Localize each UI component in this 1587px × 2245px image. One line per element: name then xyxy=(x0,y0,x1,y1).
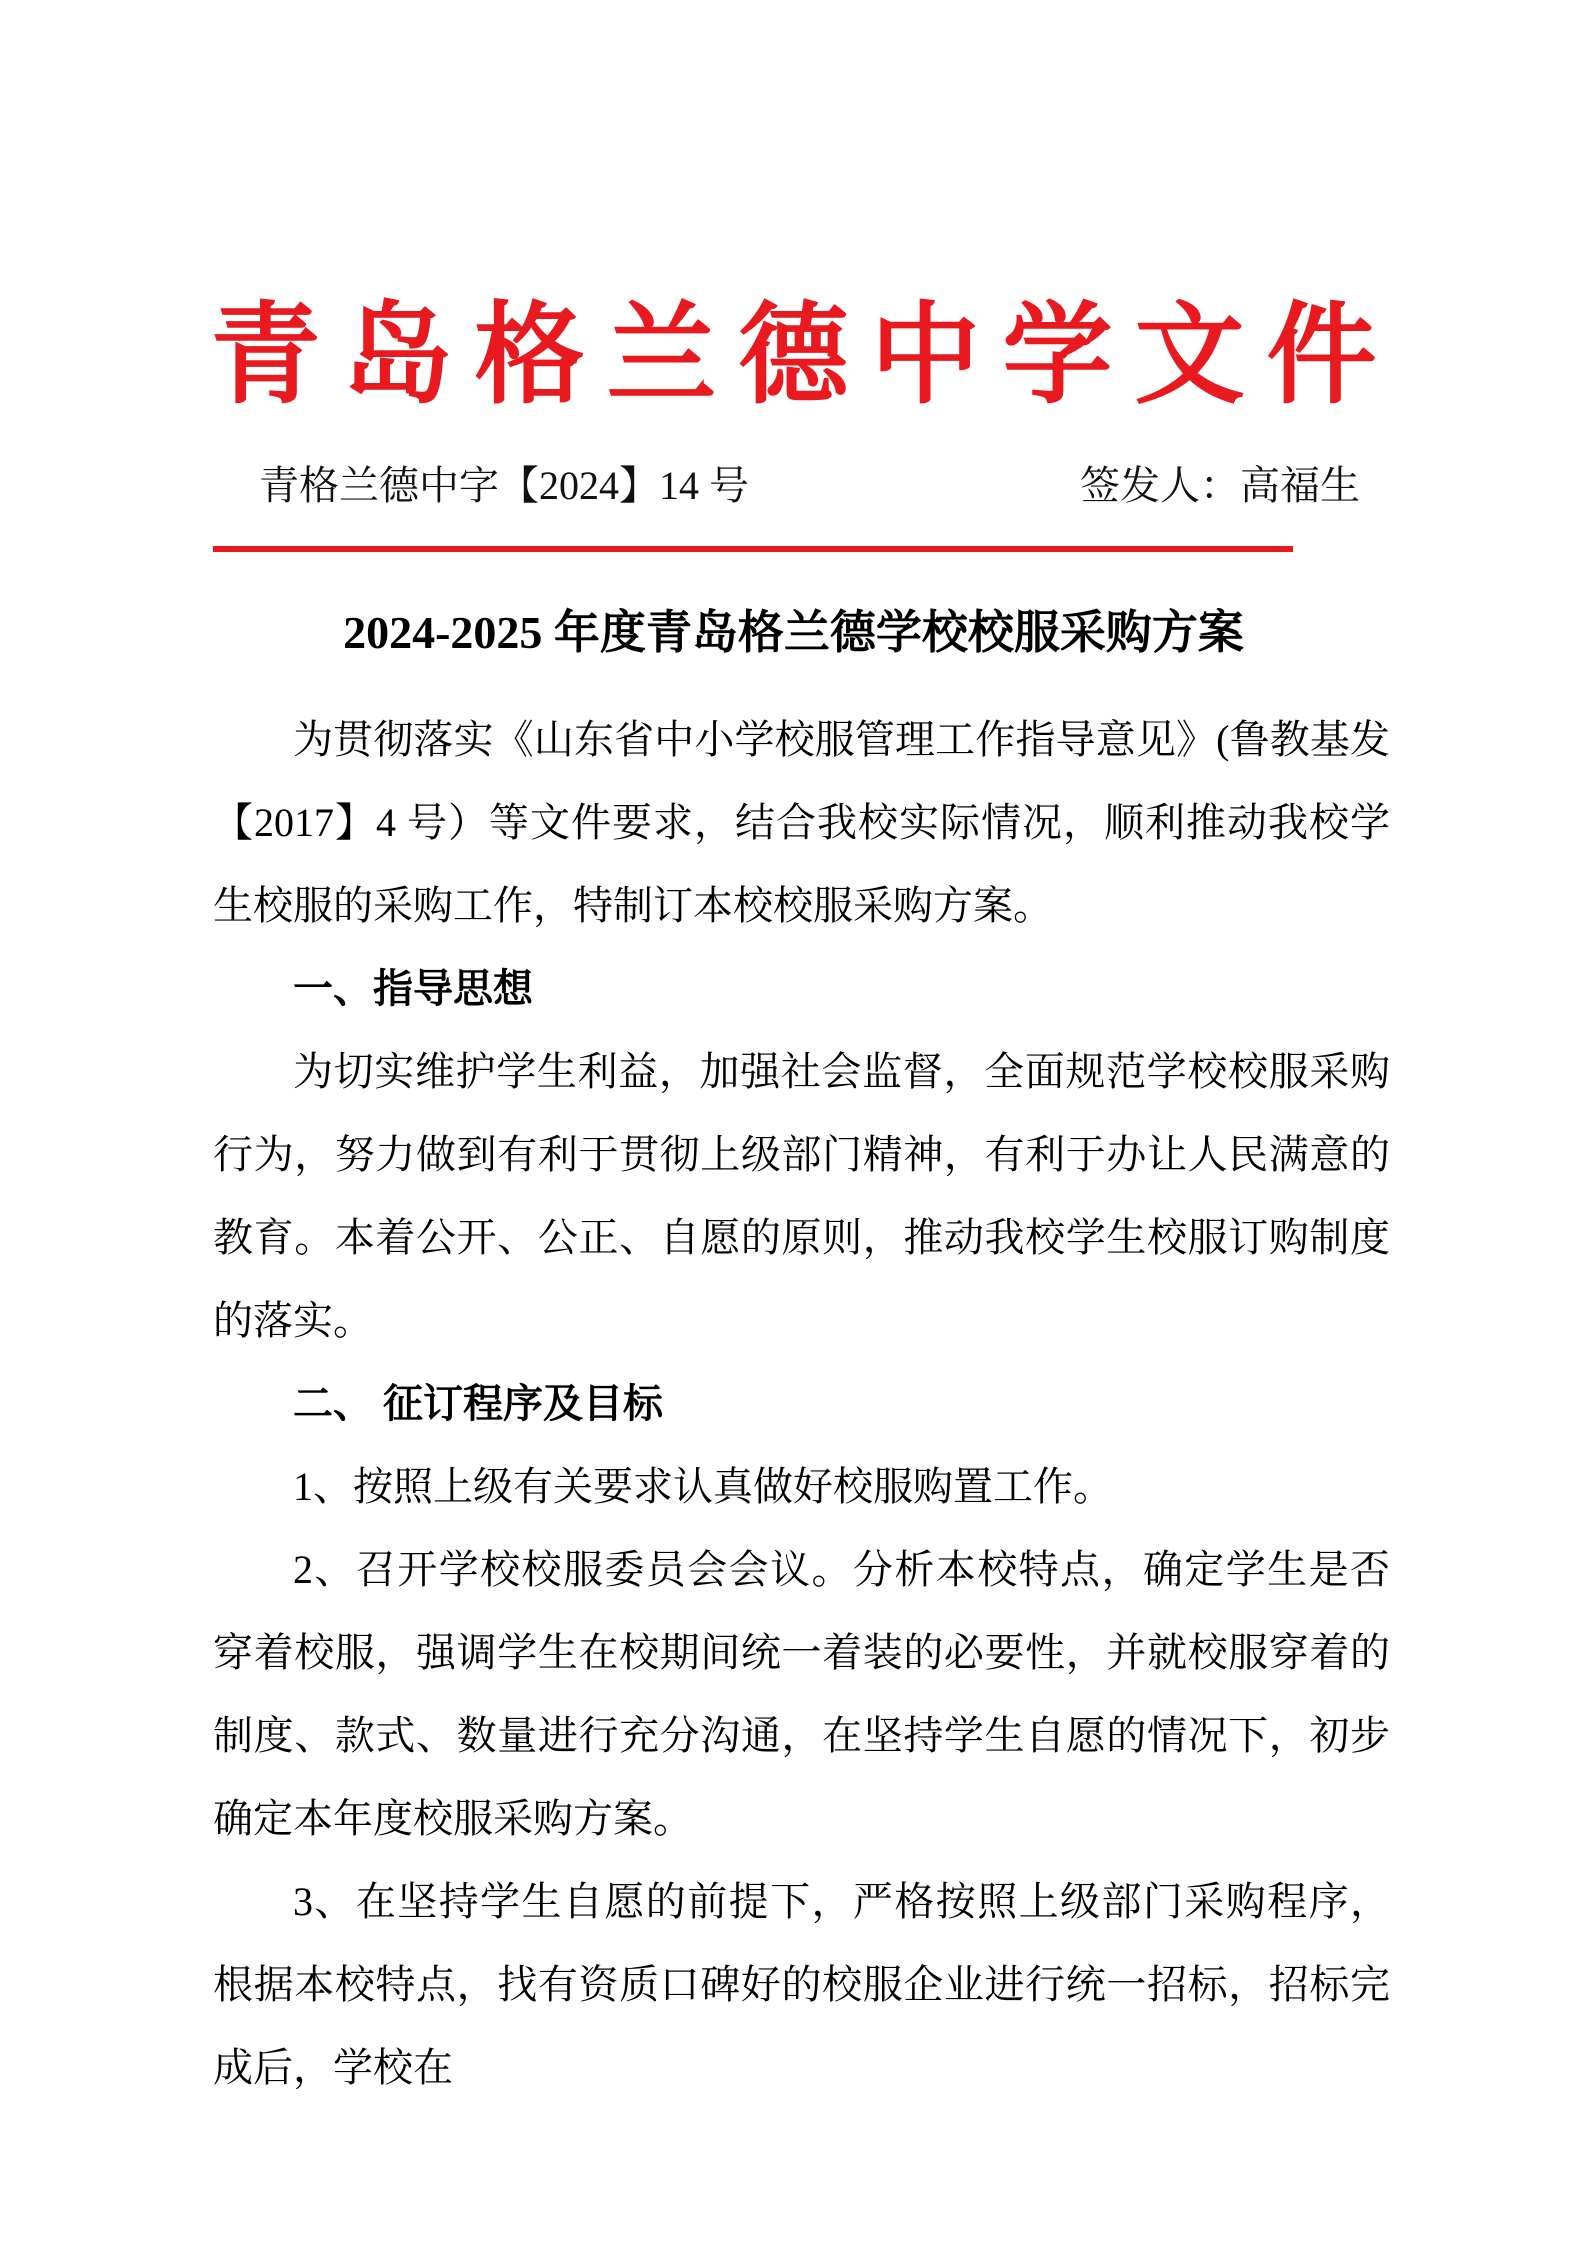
body-paragraph: 3、在坚持学生自愿的前提下，严格按照上级部门采购程序，根据本校特点，找有资质口碑好的校服企业进行统一招标，招标完成后，学校在 xyxy=(213,1878,1390,2090)
doc-number: 青格兰德中字【2024】14 号 xyxy=(259,463,749,508)
body-paragraph: 1、按照上级有关要求认真做好校服购置工作。 xyxy=(293,1463,1113,1509)
document-body xyxy=(213,698,1390,2109)
letterhead-meta-row xyxy=(213,464,1390,508)
body-paragraph: 为贯彻落实《山东省中小学校服管理工作指导意见》(鲁教基发【2017】4 号）等文件要求，结合我校实际情况，顺利推动我校学生校服的采购工作，特制订本校校服采购方案。 xyxy=(213,716,1390,928)
letterhead-title: 青岛格兰德中学文件 xyxy=(210,295,1399,417)
letterhead-divider xyxy=(213,546,1293,552)
document-title: 2024-2025 年度青岛格兰德学校校服采购方案 xyxy=(343,607,1244,658)
body-paragraph: 2、召开学校校服委员会会议。分析本校特点，确定学生是否穿着校服，强调学生在校期间统一着装的必要性，并就校服穿着的制度、款式、数量进行充分沟通，在坚持学生自愿的情况下，初步确定本年度校服采购方案。 xyxy=(213,1546,1390,1841)
issuer: 签发人：高福生 xyxy=(1080,463,1360,508)
section-heading: 一、指导思想 xyxy=(293,965,533,1011)
body-paragraph: 为切实维护学生利益，加强社会监督，全面规范学校校服采购行为，努力做到有利于贯彻上级部门精神，有利于办让人民满意的教育。本着公开、公正、自愿的原则，推动我校学生校服订购制度的落实。 xyxy=(213,1048,1390,1343)
section-heading: 二、 征订程序及目标 xyxy=(293,1380,663,1426)
